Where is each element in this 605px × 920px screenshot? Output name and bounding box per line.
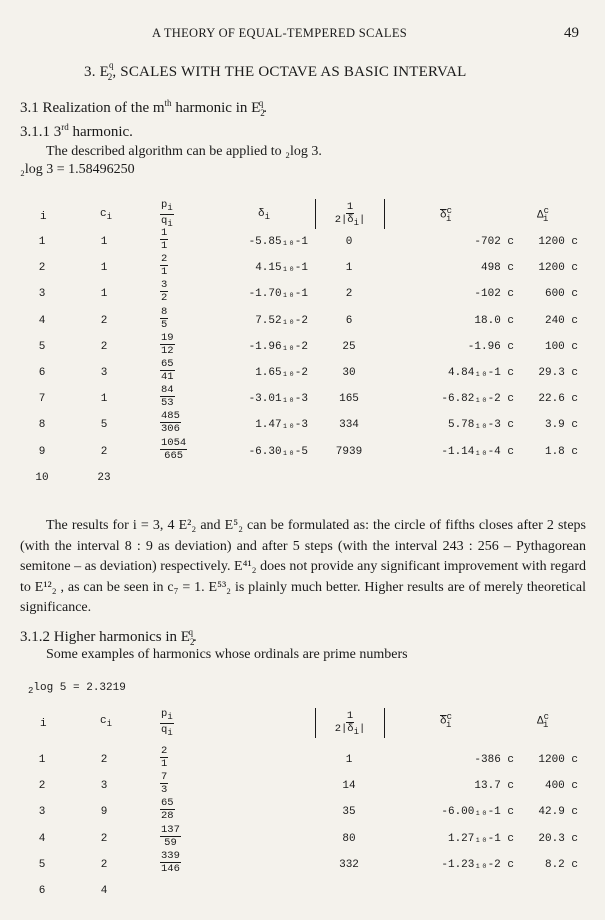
- cell-delta-c: 5.78₁₀-3 c: [447, 419, 514, 432]
- col-header-pq: $\frac{p_i}{q_i}$: [161, 199, 173, 230]
- fraction-denominator: 1: [161, 266, 168, 279]
- cell-Delta-c: 1200 c: [538, 754, 578, 766]
- fraction-numerator: 65: [161, 358, 174, 370]
- running-title: A THEORY OF EQUAL-TEMPERED SCALES: [152, 26, 408, 40]
- t2-col-header-i: i: [40, 718, 47, 730]
- cell-c: 2: [100, 858, 108, 871]
- cell-delta-c: 13.7 c: [474, 780, 514, 793]
- cell-i: 6: [38, 885, 46, 897]
- fraction-pq: [160, 332, 175, 357]
- cell-delta: -5.85₁₀-1: [248, 236, 308, 248]
- cell-delta: -6.30₁₀-5: [248, 445, 308, 458]
- cell-box: 165: [339, 393, 359, 406]
- cell-c: 23: [97, 471, 111, 484]
- cell-delta: 1.65₁₀-2: [255, 367, 308, 379]
- cell-i: 3: [38, 288, 46, 301]
- fraction-pq: [160, 227, 168, 252]
- examples-text: Some examples of harmonics whose ordinals are prime numbers: [46, 647, 408, 662]
- col-header-i: i: [40, 211, 47, 223]
- cell-c: 2: [100, 340, 108, 353]
- fraction-denominator: 1: [161, 758, 168, 770]
- fraction-numerator: 2: [161, 745, 168, 757]
- cell-delta-c: 4.84₁₀-1 c: [447, 367, 514, 379]
- fraction-denominator: 3: [161, 784, 168, 797]
- cell-i: 6: [38, 367, 46, 379]
- fraction-numerator: 84: [161, 384, 174, 397]
- cell-delta: 1.47₁₀-3: [255, 419, 308, 432]
- fraction-denominator: 306: [161, 423, 180, 436]
- cell-i: 10: [35, 471, 49, 484]
- cell-box: 35: [342, 806, 356, 819]
- cell-box: 7939: [335, 445, 363, 458]
- subsection-3-1: 3.1 Realization of the $m^{th}$ harmonic in $E_2^q$.: [20, 98, 268, 118]
- fraction-denominator: 53: [161, 397, 174, 410]
- cell-Delta-c: 240 c: [544, 314, 578, 327]
- cell-c: 2: [100, 314, 108, 327]
- subsection-3-1-1: 3.1.1 3rd harmonic.: [20, 122, 133, 140]
- cell-delta: 4.15₁₀-1: [255, 262, 308, 275]
- fraction-pq: [160, 279, 168, 304]
- cell-c: 3: [100, 367, 108, 379]
- section-e: $E^q_2$: [99, 60, 114, 82]
- fraction-numerator: 3: [161, 279, 168, 292]
- cell-c: 9: [100, 806, 108, 819]
- cell-box: 30: [342, 367, 356, 379]
- section-number: 3.: [84, 64, 96, 80]
- cell-c: 5: [100, 419, 108, 432]
- cell-Delta-c: 3.9 c: [544, 419, 578, 432]
- fraction-denominator: 5: [161, 318, 168, 331]
- fraction-pq: [160, 384, 175, 409]
- fraction-denominator: 59: [164, 836, 177, 849]
- cell-box: 0: [345, 236, 353, 248]
- cell-box: 2: [345, 288, 353, 301]
- page-number: 49: [564, 25, 579, 41]
- cell-box: 25: [342, 340, 356, 353]
- cell-i: 7: [38, 393, 46, 406]
- fraction-numerator: 7: [161, 771, 168, 784]
- col-header-delta-c: $\overline{\delta}^c_i$: [440, 206, 453, 224]
- fraction-denominator: 41: [161, 371, 174, 383]
- cell-Delta-c: 29.3 c: [538, 367, 578, 379]
- log5-value: $_2$log 5 = 2.3219: [28, 682, 126, 697]
- cell-delta-c: -702 c: [474, 236, 514, 248]
- cell-delta-c: -1.14₁₀-4 c: [441, 445, 514, 458]
- t2-col-header-box: $\frac{1}{2|\delta_i|}$: [315, 708, 385, 738]
- fraction-pq: [160, 745, 168, 770]
- fraction-denominator: 1: [161, 240, 168, 252]
- cell-i: 4: [38, 832, 46, 845]
- fraction-denominator: 12: [161, 344, 174, 357]
- t2-col-header-delta-c: $\overline{\delta}^c_i$: [440, 712, 453, 730]
- cell-i: 3: [38, 806, 46, 819]
- fraction-denominator: 28: [161, 810, 174, 823]
- fraction-numerator: 2: [161, 253, 168, 266]
- fraction-numerator: 137: [161, 823, 180, 836]
- results-paragraph: The results for i = 3, 4 E²₂ and E⁵₂ can be formulated as: the circle of fifths closes after 2 steps (with the interval 8 : 9 as deviation) and after 5 steps (with the interval 243 : 256 – Pythagorean semitone – as deviation) respectively. E⁴¹₂ does not provide any significant improvement with regard to E¹²₂ , as can be seen in c₇ = 1. E⁵³₂ is plainly much better. Higher results are of merely theoretical significance.: [20, 518, 586, 615]
- t2-col-header-pq: $\frac{p_i}{q_i}$: [161, 708, 173, 739]
- fraction-denominator: 665: [164, 449, 184, 462]
- fraction-numerator: 1054: [161, 436, 187, 449]
- cell-c: 1: [100, 288, 108, 301]
- fraction-numerator: 19: [161, 331, 174, 344]
- cell-i: 5: [38, 858, 46, 871]
- cell-Delta-c: 1.8 c: [544, 445, 578, 458]
- cell-delta: 7.52₁₀-2: [255, 314, 308, 327]
- col-header-Delta-c: $\Delta^c_i$: [537, 206, 550, 224]
- cell-delta-c: -6.82₁₀-2 c: [441, 393, 514, 406]
- cell-box: 332: [339, 858, 359, 871]
- section-title: [84, 62, 466, 82]
- cell-Delta-c: 400 c: [544, 780, 578, 793]
- cell-delta-c: 1.27₁₀-1 c: [447, 832, 514, 845]
- fraction-pq: [160, 824, 181, 849]
- cell-c: 2: [100, 832, 108, 845]
- fraction-denominator: 2: [161, 292, 168, 305]
- t2-col-header-c: $c_i$: [100, 715, 113, 730]
- cell-c: 1: [100, 262, 108, 275]
- intro-text: The described algorithm can be applied to ₂log 3.: [46, 144, 322, 159]
- cell-Delta-c: 600 c: [544, 288, 578, 301]
- t2-col-header-Delta-c: $\Delta^c_i$: [537, 712, 550, 730]
- cell-i: 1: [38, 236, 46, 248]
- cell-Delta-c: 22.6 c: [538, 393, 578, 406]
- cell-delta: -1.96₁₀-2: [248, 340, 308, 353]
- cell-Delta-c: 8.2 c: [544, 858, 578, 871]
- col-header-delta: $\delta_i$: [258, 208, 271, 223]
- fraction-pq: [160, 850, 181, 875]
- fraction-numerator: 485: [161, 410, 180, 423]
- cell-delta-c: 498 c: [480, 262, 514, 275]
- cell-delta-c: -6.00₁₀-1 c: [441, 806, 514, 819]
- fraction-numerator: 8: [161, 305, 168, 318]
- cell-delta-c: -1.96 c: [467, 340, 514, 353]
- col-header-box: $\frac{1}{2|\delta_i|}$: [315, 199, 385, 229]
- cell-Delta-c: 100 c: [544, 340, 578, 353]
- cell-c: 2: [100, 445, 108, 458]
- fraction-pq: [160, 771, 168, 796]
- cell-Delta-c: 42.9 c: [538, 806, 578, 819]
- cell-c: 2: [100, 754, 108, 766]
- cell-delta-c: -102 c: [474, 288, 514, 301]
- fraction-denominator: 146: [161, 862, 180, 875]
- fraction-pq: [160, 358, 175, 383]
- cell-box: 1: [345, 754, 353, 766]
- cell-delta: -3.01₁₀-3: [248, 393, 308, 406]
- log3-value: ₂log 3 = 1.58496250: [20, 162, 135, 177]
- section-rest: , SCALES WITH THE OCTAVE AS BASIC INTERVAL: [112, 64, 467, 80]
- cell-c: 4: [100, 885, 108, 897]
- cell-Delta-c: 1200 c: [538, 236, 578, 248]
- cell-i: 2: [38, 262, 46, 275]
- cell-box: 6: [345, 314, 353, 327]
- col-header-c: $c_i$: [100, 208, 113, 223]
- cell-delta-c: 18.0 c: [474, 314, 514, 327]
- cell-box: 80: [342, 832, 356, 845]
- cell-i: 9: [38, 445, 46, 458]
- fraction-pq: [160, 306, 168, 331]
- cell-c: 1: [100, 393, 108, 406]
- fraction-pq: [160, 437, 187, 462]
- cell-i: 4: [38, 314, 46, 327]
- cell-c: 1: [100, 236, 108, 248]
- fraction-numerator: 65: [161, 797, 174, 810]
- cell-i: 1: [38, 754, 46, 766]
- cell-i: 8: [38, 419, 46, 432]
- fraction-pq: [160, 253, 168, 278]
- cell-c: 3: [100, 780, 108, 793]
- fraction-pq: [160, 797, 175, 822]
- cell-delta-c: -386 c: [474, 754, 514, 766]
- cell-box: 1: [345, 262, 353, 275]
- cell-delta: -1.70₁₀-1: [248, 288, 308, 301]
- cell-i: 5: [38, 340, 46, 353]
- fraction-numerator: 339: [161, 849, 180, 862]
- cell-Delta-c: 20.3 c: [538, 832, 578, 845]
- cell-Delta-c: 1200 c: [538, 262, 578, 275]
- fraction-pq: [160, 410, 181, 435]
- cell-box: 14: [342, 780, 356, 793]
- cell-i: 2: [38, 780, 46, 793]
- subsection-3-1-2: 3.1.2 Higher harmonics in $E_2^q$.: [20, 627, 197, 647]
- cell-box: 334: [339, 419, 359, 432]
- fraction-numerator: 1: [161, 227, 168, 239]
- cell-delta-c: -1.23₁₀-2 c: [441, 858, 514, 871]
